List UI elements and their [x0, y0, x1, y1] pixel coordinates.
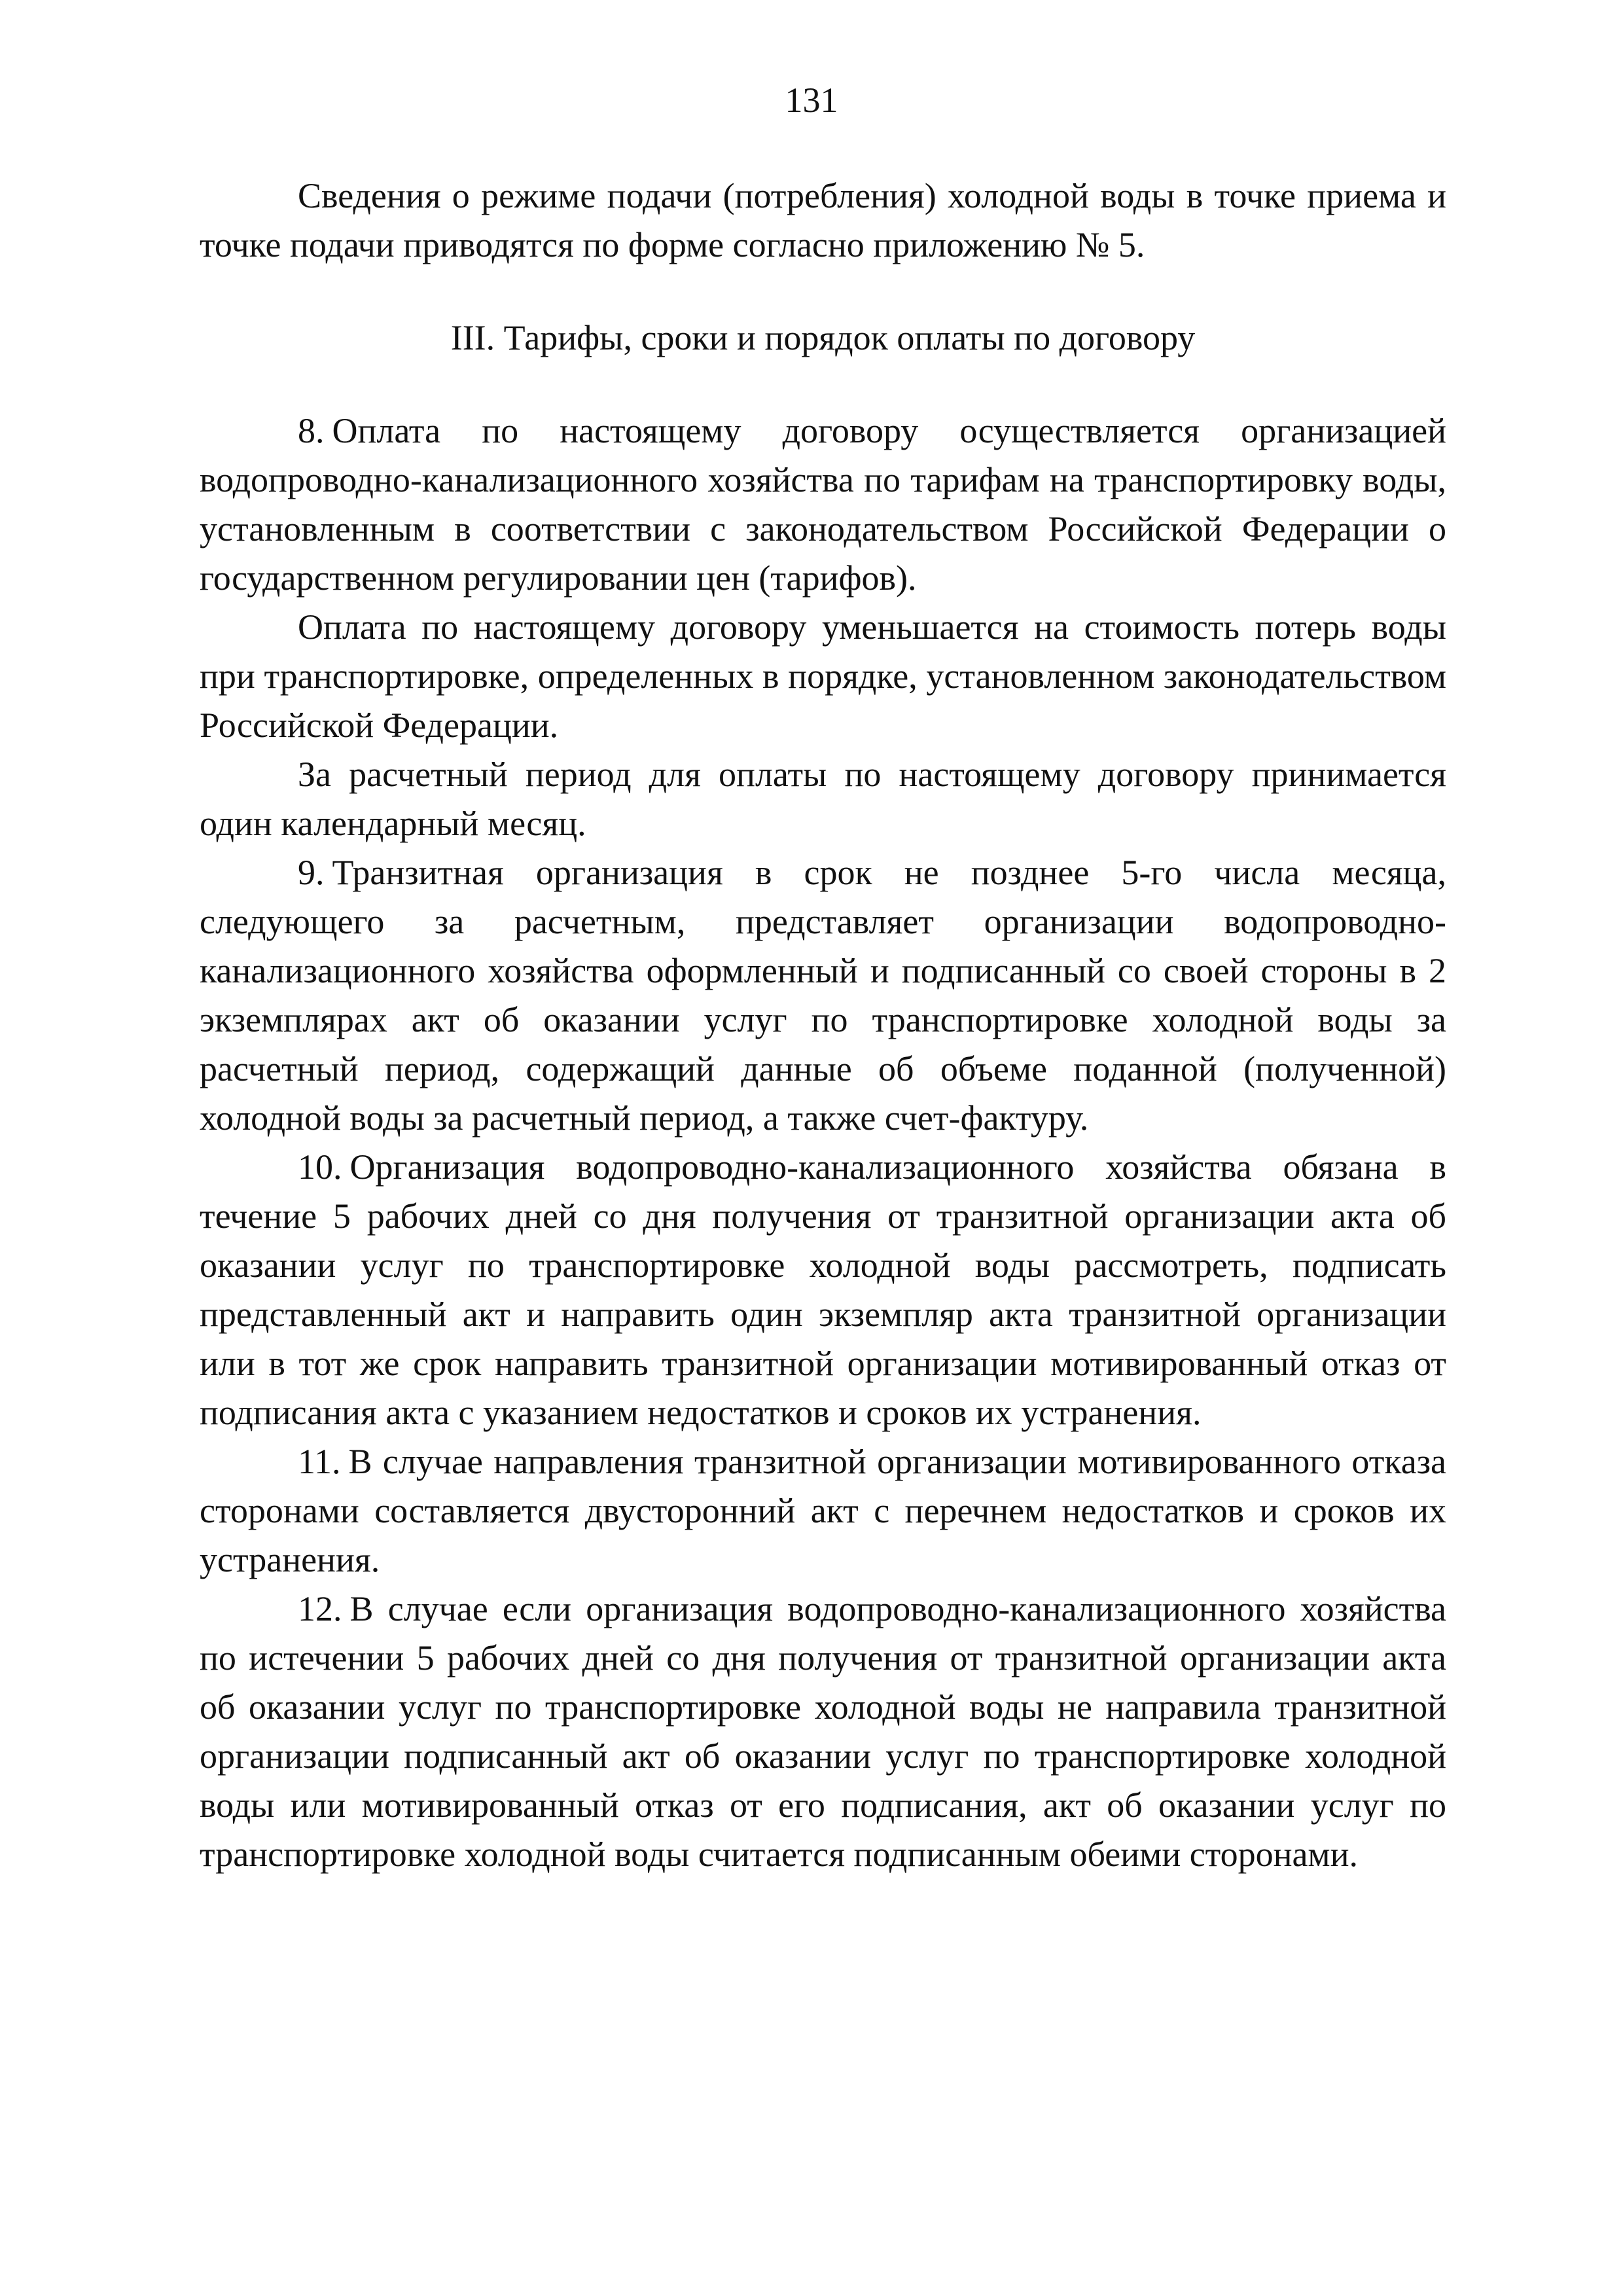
paragraph-text: В случае направления транзитной организации мотивированного отказа сторонами составляется двусторонний акт с перечнем недостатков и сроков их устранения. [200, 1442, 1446, 1579]
paragraph-text: Оплата по настоящему договору осуществляется организацией водопроводно-канализационного хозяйства по тарифам на транспортировку воды, установленным в соответствии с законодательством Российской Федерации о государственном регулировании цен (тарифов). [200, 411, 1446, 598]
paragraph-number: 12. [298, 1589, 342, 1628]
paragraph-text: Оплата по настоящему договору уменьшается на стоимость потерь воды при транспортировке, определенных в порядке, установленном законодательством Российской Федерации. [200, 607, 1446, 745]
paragraph-10 [200, 1143, 1446, 1437]
document-body [200, 171, 1446, 1879]
paragraph-8-period [200, 750, 1446, 848]
intro-paragraph [200, 171, 1446, 270]
intro-text: Сведения о режиме подачи (потребления) холодной воды в точке приема и точке подачи приводятся по форме согласно приложению № 5. [200, 176, 1446, 264]
section-heading: III. Тарифы, сроки и порядок оплаты по договору [450, 318, 1196, 357]
paragraph-text: Организация водопроводно-канализационного хозяйства обязана в течение 5 рабочих дней со дня получения от транзитной организации акта об оказании услуг по транспортировке холодной воды рассмотреть, подписать представленный акт и направить один экземпляр акта транзитной организации или в тот же срок направить транзитной организации мотивированный отказ от подписания акта с указанием недостатков и сроков их устранения. [200, 1147, 1446, 1432]
page-number: 131 [785, 81, 838, 120]
paragraph-9 [200, 848, 1446, 1143]
paragraph-text: В случае если организация водопроводно-канализационного хозяйства по истечении 5 рабочих дней со дня получения от транзитной организации акта об оказании услуг по транспортировке холодной воды не направила транзитной организации подписанный акт об оказании услуг по транспортировке холодной воды или мотивированный отказ от его подписания, акт об оказании услуг по транспортировке холодной воды считается подписанным обеими сторонами. [200, 1589, 1446, 1874]
paragraph-8 [200, 406, 1446, 603]
paragraph-11 [200, 1437, 1446, 1585]
paragraph-12 [200, 1585, 1446, 1879]
paragraph-number: 10. [298, 1147, 342, 1187]
paragraph-number: 11. [298, 1442, 341, 1481]
paragraph-text: За расчетный период для оплаты по настоящему договору принимается один календарный месяц. [200, 755, 1446, 843]
paragraph-number: 9. [298, 853, 325, 892]
paragraph-number: 8. [298, 411, 325, 450]
paragraph-8-reduction [200, 603, 1446, 750]
paragraph-text: Транзитная организация в срок не позднее 5-го числа месяца, следующего за расчетным, представляет организации водопроводно-канализационного хозяйства оформленный и подписанный со своей стороны в 2 экземплярах акт об оказании услуг по транспортировке холодной воды за расчетный период, содержащий данные об объеме поданной (полученной) холодной воды за расчетный период, а также счет-фактуру. [200, 853, 1446, 1138]
